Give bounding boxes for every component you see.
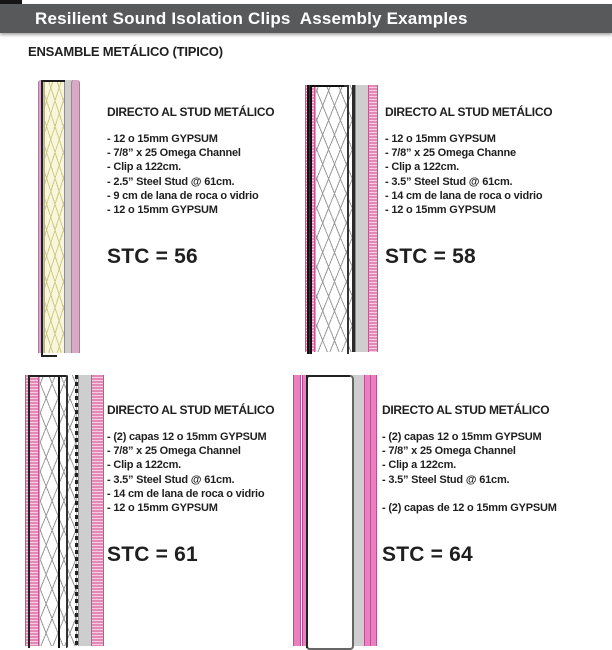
wall-diagram-4 bbox=[293, 375, 375, 646]
spec-list bbox=[385, 132, 612, 217]
spec-line: - 7/8” x 25 Omega Channel bbox=[382, 445, 516, 458]
omega-channel-line bbox=[306, 375, 350, 648]
spec-line: - (2) capas 12 o 15mm GYPSUM bbox=[382, 431, 542, 443]
spec-line bbox=[382, 487, 612, 501]
page-title: Resilient Sound Isolation Clips Assembly Examples bbox=[35, 8, 468, 28]
stc-rating: STC = 58 bbox=[385, 245, 476, 269]
steel-stud-profile bbox=[41, 80, 57, 357]
stc-rating: STC = 64 bbox=[382, 543, 473, 567]
gypsum-panel bbox=[71, 80, 80, 353]
section-subtitle: ENSAMBLE METÁLICO (TIPICO) bbox=[28, 44, 223, 59]
spec-line: - 9 cm de lana de roca o vidrio bbox=[107, 189, 259, 202]
gypsum-panel bbox=[368, 85, 378, 352]
assembly-title: DIRECTO AL STUD METÁLICO bbox=[382, 403, 550, 417]
spec-line: - 12 o 15mm GYPSUM bbox=[385, 133, 496, 145]
wall-diagram-2 bbox=[305, 85, 376, 352]
gypsum-panel bbox=[370, 375, 377, 646]
spec-line: - 14 cm de lana de roca o vidrio bbox=[107, 487, 265, 500]
omega-channel-line bbox=[44, 80, 64, 82]
spec-line: - Clip a 122cm. bbox=[385, 161, 460, 174]
gypsum-panel-gray bbox=[78, 375, 92, 646]
spec-line: - 3.5” Steel Stud @ 61cm. bbox=[385, 175, 513, 188]
spec-line: - 7/8” x 25 Omega Channel bbox=[107, 147, 241, 160]
spec-list bbox=[107, 132, 337, 217]
spec-line: - (2) capas 12 o 15mm GYPSUM bbox=[107, 431, 267, 443]
assembly-description-4 bbox=[382, 403, 612, 567]
spec-line: - 12 o 15mm GYPSUM bbox=[107, 133, 218, 145]
spec-line: - 2.5” Steel Stud @ 61cm. bbox=[107, 175, 235, 188]
spec-line: - 7/8” x 25 Omega Channe bbox=[385, 147, 516, 160]
spec-list bbox=[382, 430, 612, 515]
assembly-description-1 bbox=[107, 105, 337, 269]
stc-rating: STC = 61 bbox=[107, 543, 198, 567]
assembly-description-2 bbox=[385, 105, 612, 269]
spec-line: - Clip a 122cm. bbox=[107, 459, 182, 472]
assembly-title: DIRECTO AL STUD METÁLICO bbox=[107, 105, 275, 119]
spec-line: - 12 o 15mm GYPSUM bbox=[385, 204, 496, 217]
omega-channel-line bbox=[28, 375, 66, 648]
spec-line: - 12 o 15mm GYPSUM bbox=[107, 502, 218, 515]
spec-line: - Clip a 122cm. bbox=[107, 161, 182, 174]
assembly-title: DIRECTO AL STUD METÁLICO bbox=[107, 403, 275, 417]
wall-diagram-3 bbox=[25, 375, 102, 646]
spec-line: - 14 cm de lana de roca o vidrio bbox=[385, 189, 543, 202]
header-bar bbox=[0, 4, 612, 33]
assembly-title: DIRECTO AL STUD METÁLICO bbox=[385, 105, 553, 119]
gypsum-panel-gray bbox=[355, 85, 369, 352]
spec-line: - 3.5” Steel Stud @ 61cm. bbox=[382, 473, 510, 486]
omega-channel-line bbox=[310, 85, 344, 354]
spec-line: - Clip a 122cm. bbox=[382, 459, 457, 472]
wall-diagram-1 bbox=[38, 80, 78, 353]
gypsum-panel bbox=[293, 375, 301, 646]
spec-line: - 12 o 15mm GYPSUM bbox=[107, 204, 218, 217]
gypsum-panel bbox=[91, 375, 104, 646]
spec-line: - (2) capas de 12 o 15mm GYPSUM bbox=[382, 502, 557, 515]
stc-rating: STC = 56 bbox=[107, 245, 198, 269]
spec-line: - 3.5” Steel Stud @ 61cm. bbox=[107, 473, 235, 486]
spec-line: - 7/8” x 25 Omega Channel bbox=[107, 445, 241, 458]
